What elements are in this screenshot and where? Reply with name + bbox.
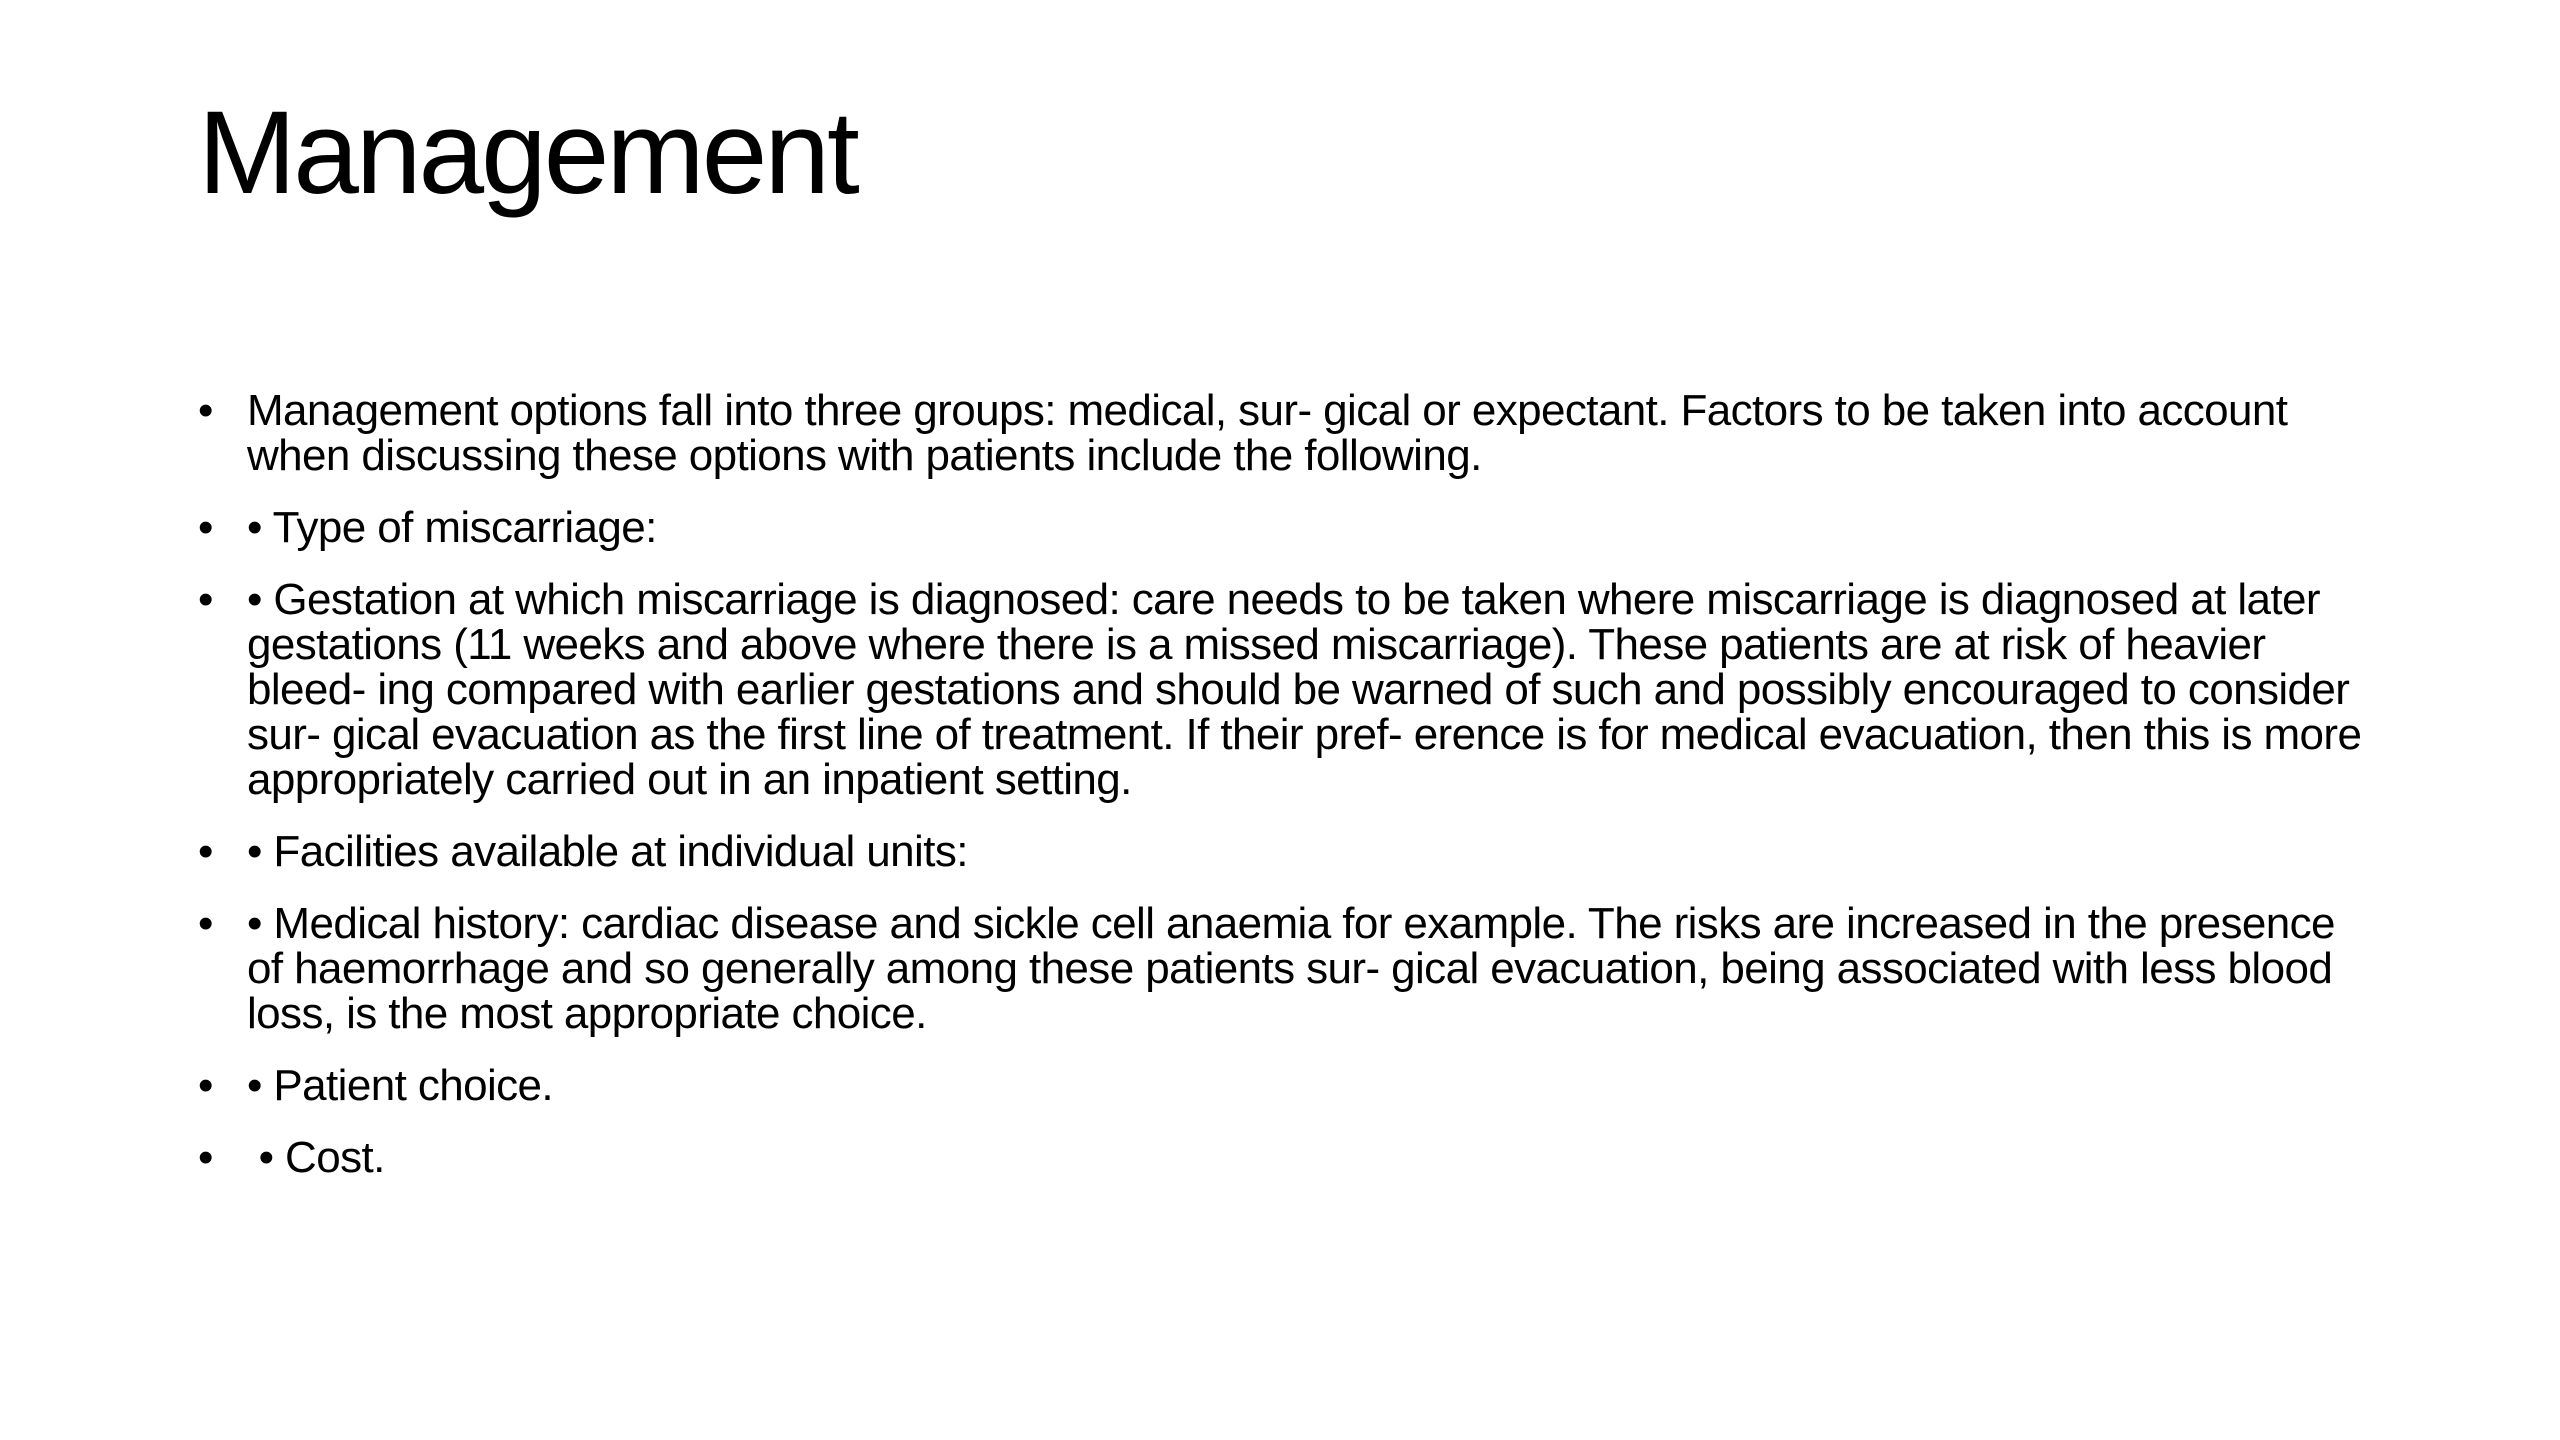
bullet-marker: • <box>198 899 213 948</box>
bullet-text: • Cost. <box>247 1133 385 1182</box>
bullet-text: • Type of miscarriage: <box>247 503 657 552</box>
bullet-marker: • <box>198 1061 213 1110</box>
bullet-text: • Medical history: cardiac disease and sickle cell anaemia for example. The risks are increased in the presence of haemorrhage and so generally among these patients sur- gical evacuation, being associated with less blood loss, is the most appropriate choice. <box>247 899 2347 1038</box>
bullet-item <box>198 901 2378 1036</box>
slide-title: Management <box>198 87 857 219</box>
bullet-item <box>198 829 2378 874</box>
bullet-text: Management options fall into three groups: medical, sur- gical or expectant. Factors to be taken into account when discussing these options with patients include the following. <box>247 386 2300 480</box>
bullet-item <box>198 505 2378 550</box>
bullet-list <box>198 388 2378 1207</box>
bullet-text: • Gestation at which miscarriage is diagnosed: care needs to be taken where miscarriage is diagnosed at later gestations (11 weeks and above where there is a missed miscarriage). These patients are at risk of heavier bleed- ing compared with earlier gestations and should be warned of such and possibly encouraged to consider sur- gical evacuation as the first line of treatment. If their pref- erence is for medical evacuation, then this is more appropriately carried out in an inpatient setting. <box>247 575 2373 804</box>
bullet-marker: • <box>198 827 213 876</box>
bullet-marker: • <box>198 503 213 552</box>
bullet-marker: • <box>198 575 213 624</box>
bullet-item <box>198 1135 2378 1180</box>
bullet-item <box>198 388 2378 478</box>
bullet-marker: • <box>198 1133 213 1182</box>
bullet-text: • Patient choice. <box>247 1061 554 1110</box>
bullet-marker: • <box>198 386 213 435</box>
bullet-text: • Facilities available at individual units: <box>247 827 968 876</box>
bullet-item <box>198 1063 2378 1108</box>
bullet-item <box>198 577 2378 802</box>
